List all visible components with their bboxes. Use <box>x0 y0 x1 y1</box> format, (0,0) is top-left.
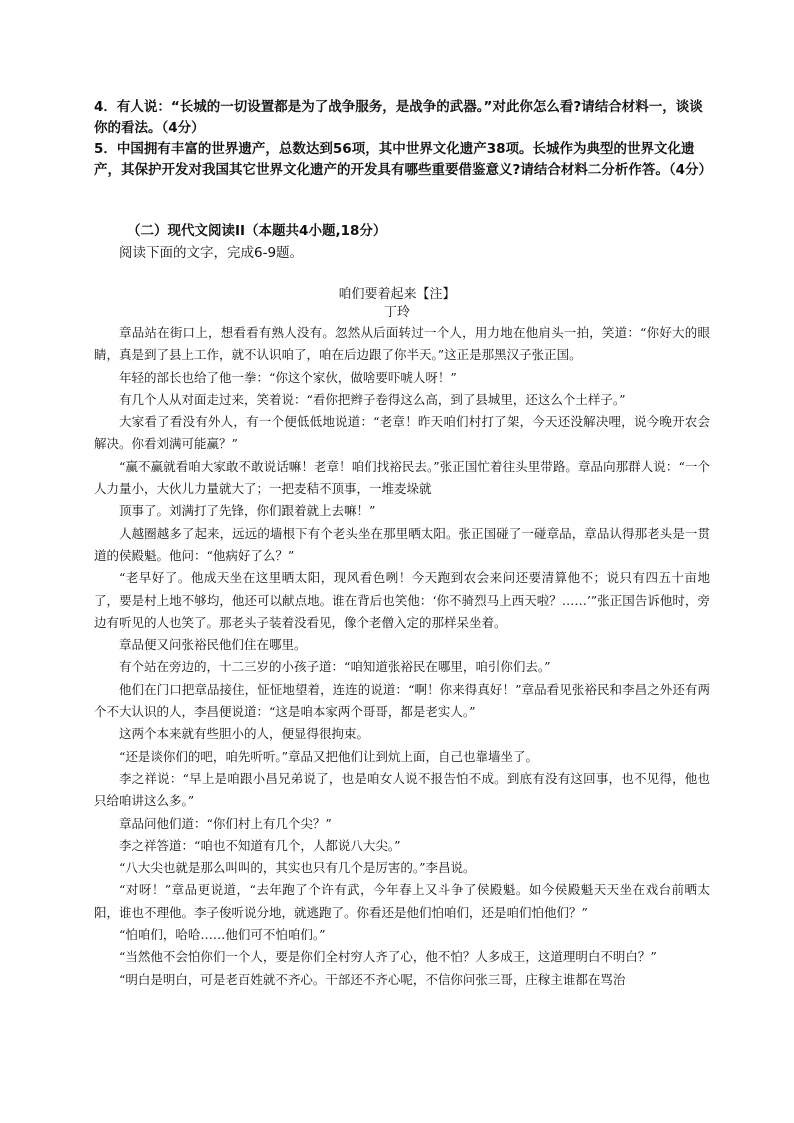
story-paragraph: “还是谈你们的吧，咱先听听。”章品又把他们让到炕上面，自己也靠墙坐了。 <box>119 748 539 764</box>
section-heading: （二）现代文阅读II（本题共4小题,18分） <box>127 223 387 239</box>
story-paragraph: 有个站在旁边的，十二三岁的小孩子道：“咱知道张裕民在哪里，咱引你们去。” <box>119 659 551 675</box>
story-title: 咱们要着起来【注】 <box>338 287 456 302</box>
story-paragraph: “老早好了。他成天坐在这里晒太阳，现风看色咧！今天跑到农会来问还要清算他不；说只有四五十亩地了，要是村上地不够均，他还可以献点地。谁在背后也笑他：‘你不骑烈马上西天啦？……’”张正国告诉他时，旁边有听见的人也笑了。那老头子装着没看见，像个老僧入定的那样呆坐着。 <box>94 570 710 630</box>
question-5 <box>94 139 712 181</box>
section-instruction: 阅读下面的文字，完成6-9题。 <box>119 245 304 261</box>
question-text: 中国拥有丰富的世界遗产，总数达到56项，其中世界文化遗产38项。长城作为典型的世界文化遗产，其保护开发对我国其它世界文化遗产的开发具有哪些重要借鉴意义?请结合材料二分析作答。（4分） <box>94 141 712 178</box>
story-paragraph: 他们在门口把章品接住，怔怔地望着，连连的说道：“啊！你来得真好！”章品看见张裕民和李昌之外还有两个不大认识的人，李昌便说道：“这是咱本家两个哥哥，都是老实人。” <box>94 681 710 720</box>
story-paragraph: 顶事了。刘满打了先锋，你们跟着就上去嘛！” <box>119 503 376 519</box>
story-paragraph: “赢不赢就看咱大家敢不敢说话嘛！老章！咱们找裕民去。”张正国忙着往头里带路。章品向那群人说：“一个人力量小，大伙儿力量就大了；一把麦秸不顶事，一堆麦垛就 <box>94 458 710 497</box>
story-paragraph: 这两个本来就有些胆小的人，便显得很拘束。 <box>119 726 370 742</box>
story-paragraph: 章品便又问张裕民他们住在哪里。 <box>119 637 307 653</box>
story-paragraph: 章品站在街口上，想看看有熟人没有。忽然从后面转过一个人，用力地在他肩头一拍，笑道：“你好大的眼睛，真是到了县上工作，就不认识咱了，咱在后边跟了你半天。”这正是那黑汉子张正国。 <box>94 325 710 363</box>
question-4 <box>94 97 706 139</box>
story-paragraph: “明白是明白，可是老百姓就不齐心。干部还不齐心呢，不信你问张三哥，庄稼主谁都在骂治 <box>119 971 626 987</box>
question-number: 5． <box>94 141 117 157</box>
story-paragraph: 大家看了看没有外人，有一个便低低地说道：“老章！昨天咱们村打了架，今天还没解决哩，说今晚开农会解决。你看刘满可能赢？” <box>94 414 710 452</box>
question-text: 有人说：“长城的一切设置都是为了战争服务，是战争的武器。”对此你怎么看?请结合材料一，谈谈你的看法。（4分） <box>94 99 703 136</box>
story-paragraph: 有几个人从对面走过来，笑着说：“看你把辫子卷得这么高，到了县城里，还这么个土样子。” <box>119 391 626 407</box>
story-paragraph: “怕咱们，哈哈……他们可不怕咱们。” <box>119 927 326 943</box>
story-author: 丁玲 <box>383 305 410 320</box>
story-paragraph: 李之祥说：“早上是咱跟小昌兄弟说了，也是咱女人说不报告怕不成。到底有没有这回事，也不见得，他也只给咱讲这么多。” <box>94 770 710 809</box>
story-paragraph: 李之祥答道：“咱也不知道有几个，人都说八大尖。” <box>119 837 401 853</box>
story-body <box>94 322 710 991</box>
story-paragraph: “当然他不会怕你们一个人，要是你们全村穷人齐了心，他不怕？人多成王，这道理明白不明白？” <box>119 949 657 965</box>
story-paragraph: 章品问他们道：“你们村上有几个尖？” <box>119 815 332 831</box>
story-paragraph: “八大尖也就是那么叫叫的，其实也只有几个是厉害的。”李昌说。 <box>119 860 476 876</box>
story-paragraph: 人越圈越多了起来，远远的墙根下有个老头坐在那里晒太阳。张正国碰了一碰章品，章品认得那老头是一贯道的侯殿魁。他问：“他病好了么？” <box>94 525 710 563</box>
story-paragraph: 年轻的部长也给了他一拳：“你这个家伙，做啥要吓唬人呀！” <box>119 369 457 385</box>
story-paragraph: “对呀！”章品更说道，“去年跑了个许有武，今年春上又斗争了侯殿魁。如今侯殿魁天天坐在戏台前晒太阳，谁也不理他。李子俊听说分地，就逃跑了。你看还是他们怕咱们，还是咱们怕他们？” <box>94 882 710 920</box>
question-number: 4． <box>94 99 117 115</box>
